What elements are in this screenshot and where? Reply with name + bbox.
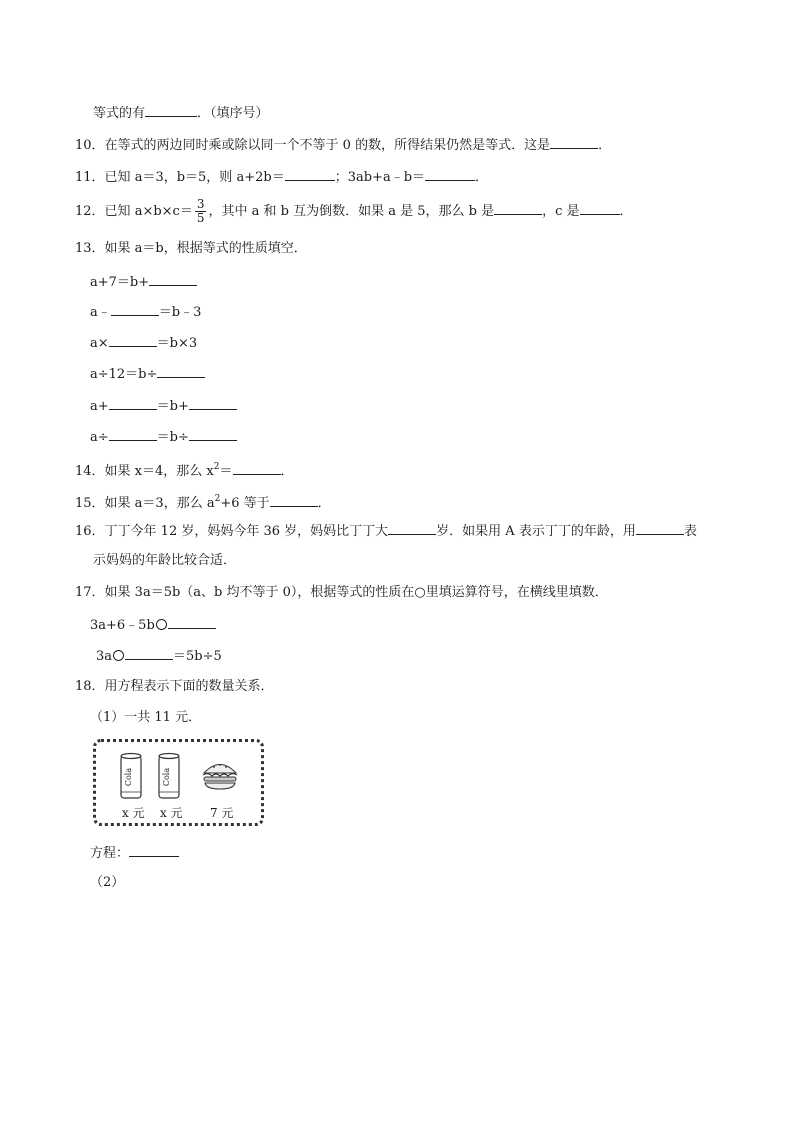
fraction: $\frac{3}{5}$ [196, 197, 205, 225]
question-10: 10．在等式的两边同时乘或除以同一个不等于 0 的数，所得结果仍然是等式．这是 ． [75, 135, 611, 155]
answer-blank[interactable] [157, 364, 205, 378]
answer-blank[interactable] [580, 201, 620, 215]
operator-circle[interactable] [113, 650, 124, 661]
price-illustration [93, 739, 264, 826]
answer-blank[interactable] [285, 167, 335, 181]
answer-blank[interactable] [388, 521, 436, 535]
price-label: 7 元 [210, 806, 234, 820]
answer-blank[interactable] [189, 427, 237, 441]
q13-row-5: a+ ＝b+ [90, 396, 237, 416]
q9-tail: 等式的有 ．（填序号） [93, 103, 269, 123]
answer-blank[interactable] [129, 843, 179, 857]
answer-blank[interactable] [149, 272, 197, 286]
question-18: 18．用方程表示下面的数量关系． [75, 679, 274, 694]
price-label: x 元 [122, 806, 145, 820]
burger-icon [200, 758, 240, 792]
answer-blank[interactable] [109, 427, 157, 441]
question-13: 13．如果 a＝b，根据等式的性质填空． [75, 241, 307, 256]
answer-blank[interactable] [111, 302, 159, 316]
cola-can-icon [120, 752, 142, 800]
answer-blank[interactable] [425, 167, 475, 181]
answer-blank[interactable] [125, 646, 173, 660]
q17-row-1: 3a+6﹣5b [90, 615, 216, 635]
q13-row-1: a+7＝b+ [90, 272, 197, 292]
question-16-line-2: 示妈妈的年龄比较合适． [93, 553, 237, 568]
answer-blank[interactable] [550, 135, 598, 149]
question-17: 17．如果 3a＝5b（a、b 均不等于 0），根据等式的性质在○里填运算符号，在横线里填数． [75, 585, 608, 600]
answer-blank[interactable] [636, 521, 684, 535]
answer-blank[interactable] [109, 396, 157, 410]
cola-can-icon [158, 752, 180, 800]
answer-blank[interactable] [494, 201, 542, 215]
question-12: 12．已知 a×b×c＝ $\frac{3}{5}$ ，其中 a 和 b 互为倒数．如果 a 是 5，那么 b 是 ，c 是 ． [75, 197, 633, 225]
q13-row-6: a÷ ＝b÷ [90, 427, 237, 447]
question-16: 16．丁丁今年 12 岁，妈妈今年 36 岁，妈妈比丁丁大 岁．如果用 A 表示丁丁的年龄，用 表 [75, 521, 697, 541]
price-label: x 元 [160, 806, 183, 820]
equation-line: 方程： [90, 843, 179, 863]
q13-row-4: a÷12＝b÷ [90, 364, 205, 384]
question-14: 14．如果 x＝4，那么 $x^2=$ ． [75, 462, 294, 479]
q13-row-3: a× ＝b×3 [90, 333, 197, 353]
answer-blank[interactable] [145, 103, 197, 117]
cola-label: Cola [124, 767, 133, 787]
q18-part-2: （2） [90, 875, 125, 890]
question-15: 15．如果 a＝3，那么 $a^2+6$ 等于 ． [75, 494, 331, 511]
q13-row-2: a﹣ ＝b﹣3 [90, 302, 201, 322]
operator-circle[interactable] [156, 619, 167, 630]
answer-blank[interactable] [270, 493, 318, 507]
q18-part-1: （1）一共 11 元． [90, 710, 202, 725]
question-11: 11．已知 a＝3，b＝5，则 a+2b＝ ；3ab+a﹣b＝ ． [75, 167, 488, 187]
answer-blank[interactable] [233, 461, 281, 475]
answer-blank[interactable] [168, 615, 216, 629]
answer-blank[interactable] [189, 396, 237, 410]
q17-row-2: 3a ＝5b÷5 [96, 646, 222, 666]
answer-blank[interactable] [109, 333, 157, 347]
cola-label: Cola [162, 767, 171, 787]
